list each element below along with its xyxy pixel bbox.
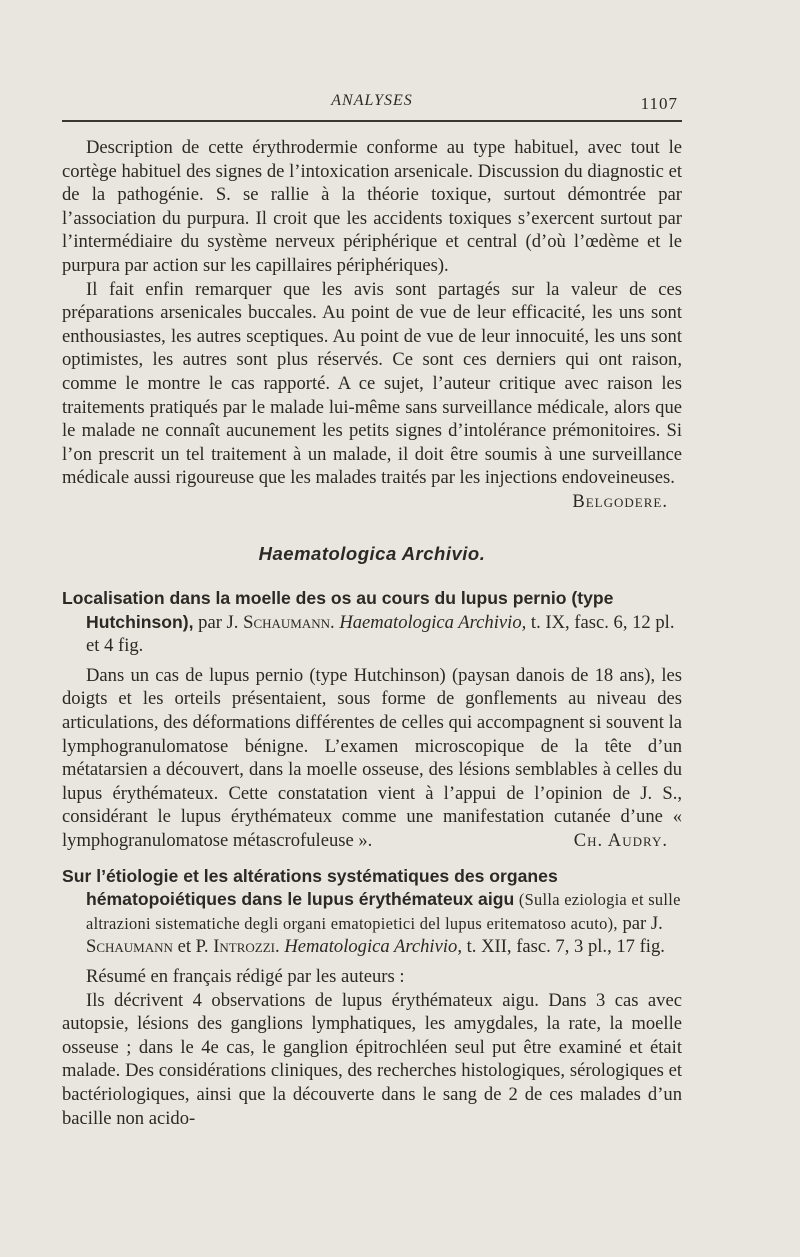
paragraph-block (62, 278, 682, 514)
entry-1-journal: Haematologica Archivio, (339, 611, 527, 633)
entry-2-reference: t. XII, fasc. 7, 3 pl., 17 fig. (466, 936, 665, 958)
entry-1-heading (62, 587, 682, 658)
review-entry-1 (62, 587, 682, 853)
entry-1-title: Localisation dans la moelle des os au cours du lupus pernio (type Hutchinson), (62, 588, 614, 632)
page-body (62, 136, 682, 1130)
entry-2-journal: Hematologica Archivio, (284, 936, 462, 958)
signature-audry: Ch. Audry. (573, 830, 668, 852)
entry-2-summary-intro: Résumé en français rédigé par les auteurs : (86, 966, 405, 987)
paragraph-conclusion-text: Il fait enfin remarquer que les avis sont partagés sur la valeur de ces préparations arsenicales buccales. Au point de vue de leur efficacité, les uns sont enthousiastes, les autres sceptiques. Au point de vue de leur innocuité, les uns sont optimistes, les autres sont plus réservés. Ce sont ces derniers qui ont raison, comme le montre le cas rapporté. A ce sujet, l’auteur critique avec raison les traitements pratiqués par le malade lui-même sans surveillance médicale, alors que le malade ne connaît aucunement les petits signes d’intolérance prémonitoires. Si l’on prescrit un tel traitement à un malade, il doit être soumis à une surveillance médicale aussi rigoureuse que les malades traités par les injections endoveineuses. (62, 278, 682, 489)
entry-2-italian-title: (Sulla eziologia et sulle altrazioni sistematiche degli organi ematopietici del lupus eritematoso acuto), (86, 890, 681, 933)
entry-1-author: Schaumann. (243, 611, 335, 633)
paragraph-discussion: Description de cette érythrodermie conforme au type habituel, avec tout le cortège habituel des signes de l’intoxication arsenicale. Discussion du diagnostic et de la pathogénie. S. se rallie à la théorie toxique, surtout démontrée par l’association du purpura. Il croit que les accidents toxiques s’exercent surtout par l’intermédiaire du système nerveux périphérique et central (d’où l’œdème et le purpura par action sur les capillaires périphériques). (62, 137, 682, 276)
entry-2-author-2: Introzzi. (213, 936, 280, 958)
entry-2-and: et P. (177, 936, 209, 958)
entry-1-body (62, 664, 682, 853)
entry-2-author-1: Schaumann (86, 936, 173, 958)
entry-1-body-text: Dans un cas de lupus pernio (type Hutchinson) (paysan danois de 18 ans), les doigts et les orteils présentaient, sous forme de gonflements au niveau des articulations, des déformations différentes de celles qui accompagnent si souvent la lymphogranulomatose bénigne. L’examen microscopique de la tête d’un métatarsien a découvert, dans la moelle osseuse, des lésions semblables à celles du lupus érythémateux. Cette constatation vient à l’appui de l’opinion de J. S., considérant le lupus érythémateux comme une manifestation cutanée d’une « lymphogranulomatose métascrofuleuse ». (62, 664, 682, 852)
entry-1-body-block (62, 664, 682, 853)
entry-2-heading (62, 865, 682, 959)
paragraph-conclusion (62, 278, 682, 512)
page-header (62, 92, 682, 122)
book-page (62, 92, 682, 1130)
page-number: 1107 (640, 94, 678, 113)
running-head: ANALYSES (331, 92, 413, 109)
entry-2-body: Ils décrivent 4 observations de lupus érythémateux aigu. Dans 3 cas avec autopsie, lésions des ganglions lymphatiques, les amygdales, la rate, la moelle osseuse ; dans le 4e cas, le ganglion épitrochléen seul put être examiné et était malade. Des considérations cliniques, des recherches histologiques, sérologiques et bactériologiques, ainsi que la découverte dans le sang de 2 de ces malades d’un bacille non acido- (62, 989, 682, 1129)
entry-2-by: par J. (622, 912, 663, 934)
signature-belgodere: Belgodere. (572, 490, 668, 512)
entry-2-title: Sur l’étiologie et les altérations systématiques des organes hématopoiétiques dans le lupus érythémateux aigu (62, 865, 558, 910)
review-entry-2 (62, 865, 682, 1131)
entry-1-reference: t. IX, fasc. 6, 12 pl. et 4 fig. (86, 611, 675, 657)
journal-heading: Haematologica Archivio. (258, 542, 486, 564)
entry-1-by: par J. (198, 611, 239, 633)
